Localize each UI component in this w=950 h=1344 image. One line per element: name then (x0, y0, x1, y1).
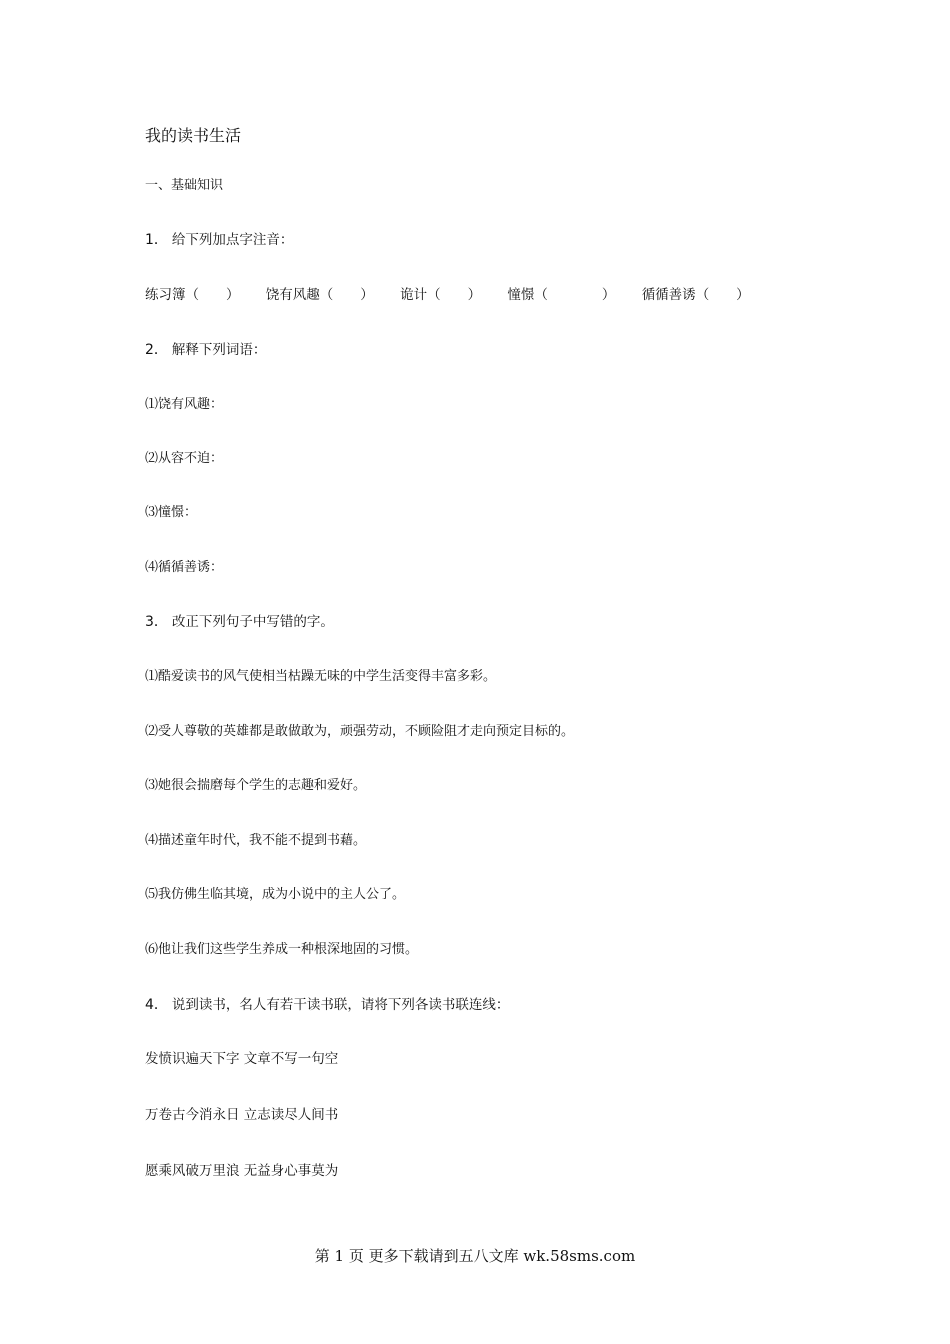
page-footer: 第 1 页 更多下载请到五八文库 wk.58sms.com (314, 1247, 636, 1265)
question-text: 给下列加点字注音： (171, 232, 294, 248)
q3-item: ⑷描述童年时代，我不能不提到书藉。 (145, 833, 367, 848)
section-heading: 一、基础知识 (145, 178, 224, 193)
question-number: 4． (145, 997, 168, 1013)
question-4 (145, 995, 509, 1015)
pinyin-item (145, 285, 240, 305)
pinyin-blank: （ ） (695, 287, 750, 303)
pinyin-blank: （ ） (534, 287, 616, 303)
couplet-line: 万卷古今消永日 立志读尽人间书 (145, 1107, 339, 1123)
question-text: 解释下列词语： (171, 342, 267, 358)
pinyin-blank: （ ） (427, 287, 482, 303)
pinyin-word: 循循善诱 (641, 287, 696, 303)
q3-item: ⑴酷爱读书的风气使相当枯躁无味的中学生活变得丰富多彩。 (145, 669, 497, 684)
question-number: 3． (145, 614, 168, 630)
couplet-line: 愿乘风破万里浪 无益身心事莫为 (145, 1163, 339, 1179)
question-text: 改正下列句子中写错的字。 (171, 614, 334, 630)
pinyin-word: 憧憬 (507, 287, 535, 303)
q3-item: ⑵受人尊敬的英雄都是敢做敢为，顽强劳动，不顾险阻才走向预定目标的。 (145, 724, 575, 739)
pinyin-item (266, 285, 374, 305)
couplet-line: 发愤识遍天下字 文章不写一句空 (145, 1051, 339, 1067)
q3-item: ⑸我仿佛生临其境，成为小说中的主人公了。 (145, 887, 406, 902)
pinyin-item (400, 285, 481, 305)
pinyin-item (507, 285, 615, 305)
question-2 (145, 340, 266, 360)
question-1 (145, 230, 293, 250)
question-text: 说到读书，名人有若干读书联，请将下列各读书联连线： (171, 997, 510, 1013)
q2-item: ⑴饶有风趣： (145, 397, 224, 412)
pinyin-row (145, 285, 750, 305)
document-title: 我的读书生活 (145, 126, 242, 145)
q2-item: ⑷循循善诱： (145, 560, 224, 575)
pinyin-word: 练习簿 (145, 287, 186, 303)
q3-item: ⑶她很会揣磨每个学生的志趣和爱好。 (145, 778, 367, 793)
pinyin-item (642, 285, 750, 305)
q3-item: ⑹他让我们这些学生养成一种根深地固的习惯。 (145, 942, 419, 957)
pinyin-blank: （ ） (319, 287, 374, 303)
q2-item: ⑵从容不迫： (145, 451, 224, 466)
pinyin-word: 饶有风趣 (265, 287, 320, 303)
q2-item: ⑶憧憬： (145, 505, 198, 520)
question-3 (145, 612, 334, 632)
question-number: 2． (145, 342, 168, 358)
question-number: 1． (145, 232, 168, 248)
pinyin-word: 诡计 (400, 287, 428, 303)
pinyin-blank: （ ） (185, 287, 240, 303)
